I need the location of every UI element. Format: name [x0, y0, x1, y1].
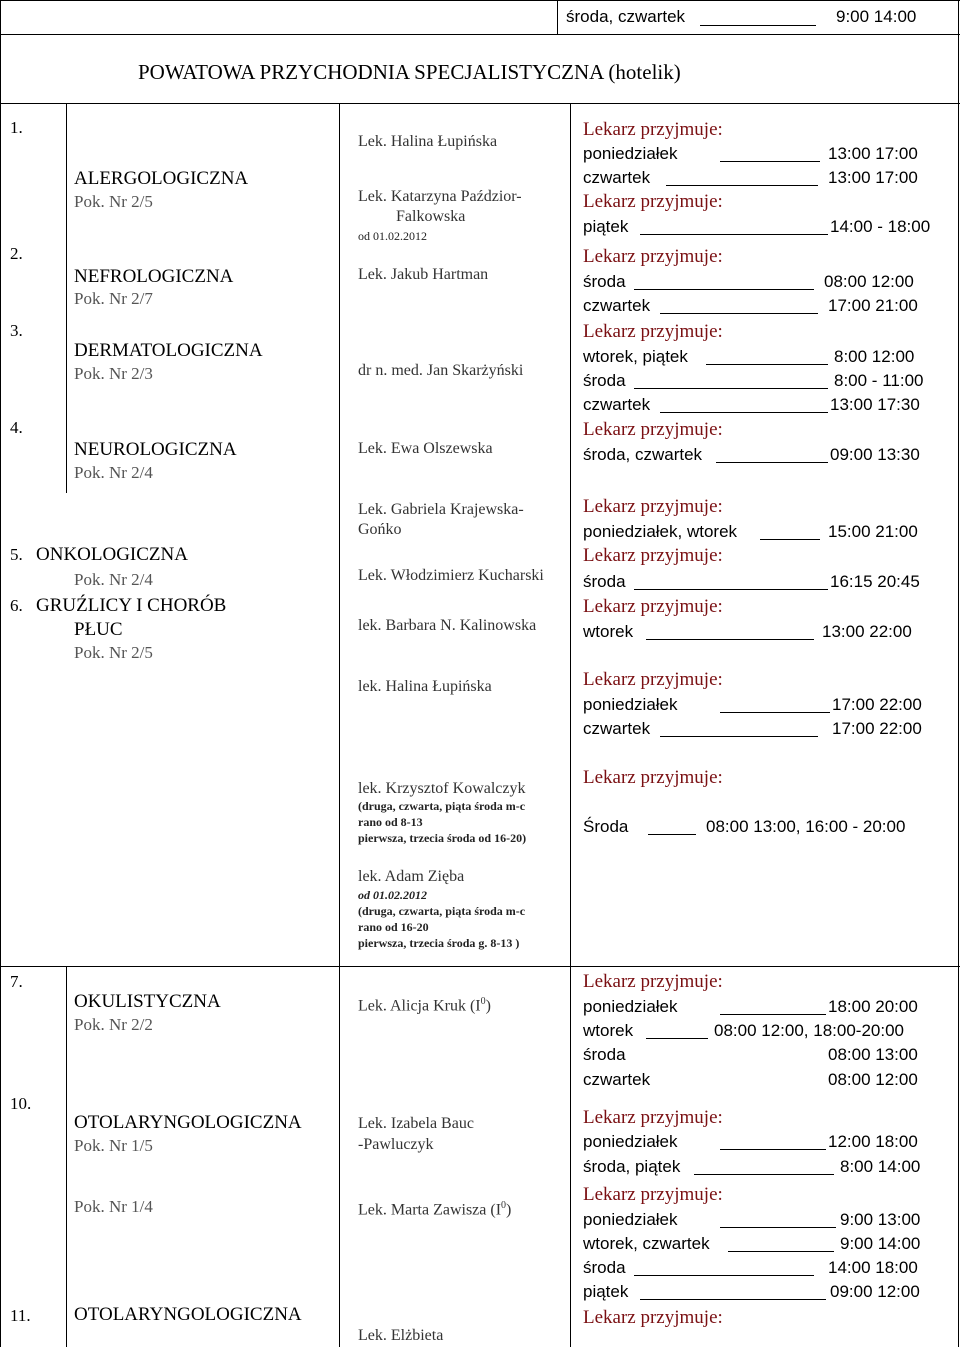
section-number: 6. — [10, 596, 23, 615]
section-number: 10. — [10, 1094, 32, 1113]
doctor-name: Lek. Halina Łupińska — [358, 133, 498, 150]
underline — [646, 1038, 708, 1039]
schedule-header: Lekarz przyjmuje: — [583, 119, 723, 140]
doctor-note: pierwsza, trzecia środa od 16-20) — [358, 831, 527, 845]
schedule-day: wtorek, piątek — [583, 347, 688, 366]
doctor-name: lek. Krzysztof Kowalczyk — [358, 780, 526, 797]
schedule-day: poniedziałek — [583, 1210, 678, 1229]
schedule-header: Lekarz przyjmuje: — [583, 1107, 723, 1128]
underline — [640, 234, 828, 235]
section-name: PŁUC — [74, 619, 123, 640]
schedule-header: Lekarz przyjmuje: — [583, 419, 723, 440]
underline — [660, 313, 818, 314]
section-name: DERMATOLOGICZNA — [74, 340, 263, 361]
schedule-day: czwartek — [583, 719, 651, 738]
underline — [648, 834, 696, 835]
section-room: Pok. Nr 2/7 — [74, 289, 153, 308]
section-room: Pok. Nr 1/5 — [74, 1136, 153, 1155]
doctor-note: rano od 16-20 — [358, 920, 429, 934]
doctor-name: Lek. Jakub Hartman — [358, 266, 489, 283]
underline — [700, 25, 816, 26]
underline — [716, 462, 828, 463]
top-days: środa, czwartek — [566, 7, 686, 26]
schedule-hours: 08:00 13:00 — [828, 1045, 918, 1064]
schedule-hours: 16:15 20:45 — [830, 572, 920, 591]
doctor-note: od 01.02.2012 — [358, 888, 427, 902]
schedule-day: środa — [583, 272, 626, 291]
schedule-header: Lekarz przyjmuje: — [583, 246, 723, 267]
underline — [720, 1014, 826, 1015]
section-name: GRUŹLICY I CHORÓB — [36, 595, 227, 616]
section-name: ONKOLOGICZNA — [36, 544, 188, 565]
section-room: Pok. Nr 2/5 — [74, 643, 153, 662]
schedule-hours: 13:00 17:00 — [828, 168, 918, 187]
doctor-name: Lek. Ewa Olszewska — [358, 440, 493, 457]
schedule-day: czwartek — [583, 395, 651, 414]
schedule-hours: 08:00 13:00, 16:00 - 20:00 — [706, 817, 906, 836]
doctor-name: lek. Barbara N. Kalinowska — [358, 617, 537, 634]
schedule-hours: 09:00 12:00 — [830, 1282, 920, 1301]
grid-line — [0, 0, 1, 1347]
underline — [760, 539, 820, 540]
section-room: Pok. Nr 2/5 — [74, 192, 153, 211]
schedule-hours: 13:00 22:00 — [822, 622, 912, 641]
schedule-hours: 14:00 18:00 — [828, 1258, 918, 1277]
schedule-day: środa — [583, 572, 626, 591]
doctor-name: Lek. Gabriela Krajewska- — [358, 501, 524, 518]
schedule-day: poniedziałek — [583, 695, 678, 714]
schedule-day: wtorek — [583, 1021, 634, 1040]
schedule-hours: 13:00 17:30 — [830, 395, 920, 414]
page-title: POWATOWA PRZYCHODNIA SPECJALISTYCZNA (hotelik) — [138, 60, 681, 84]
grid-line — [570, 103, 571, 1347]
schedule-day: czwartek — [583, 168, 651, 187]
schedule-day: środa — [583, 1258, 626, 1277]
section-name: ALERGOLOGICZNA — [74, 168, 249, 189]
schedule-header: Lekarz przyjmuje: — [583, 596, 723, 617]
underline — [660, 736, 818, 737]
underline — [694, 1174, 834, 1175]
schedule-header: Lekarz przyjmuje: — [583, 1184, 723, 1205]
schedule-hours: 17:00 21:00 — [828, 296, 918, 315]
doctor-name: -Pawluczyk — [358, 1136, 434, 1153]
underline — [720, 1149, 826, 1150]
schedule-day: czwartek — [583, 1070, 651, 1089]
schedule-hours: 13:00 17:00 — [828, 144, 918, 163]
grid-line — [0, 34, 960, 35]
schedule-day: środa, czwartek — [583, 445, 703, 464]
section-number: 4. — [10, 418, 23, 437]
underline — [634, 289, 814, 290]
schedule-header: Lekarz przyjmuje: — [583, 669, 723, 690]
doctor-name: Lek. Marta Zawisza $(I^0)$ — [358, 1200, 512, 1219]
section-number: 3. — [10, 321, 23, 340]
underline — [634, 1275, 814, 1276]
schedule-hours: 9:00 13:00 — [840, 1210, 921, 1229]
grid-line — [66, 966, 67, 1347]
schedule-day: piątek — [583, 1282, 629, 1301]
section-name: OKULISTYCZNA — [74, 991, 221, 1012]
underline — [720, 161, 820, 162]
doctor-note: (druga, czwarta, piąta środa m-c — [358, 904, 526, 918]
doctor-name: Lek. Włodzimierz Kucharski — [358, 567, 544, 584]
schedule-hours: 8:00 14:00 — [840, 1157, 921, 1176]
schedule-day: poniedziałek — [583, 1132, 678, 1151]
schedule-header: Lekarz przyjmuje: — [583, 1307, 723, 1328]
schedule-hours: 15:00 21:00 — [828, 522, 918, 541]
schedule-day: środa — [583, 371, 626, 390]
schedule-header: Lekarz przyjmuje: — [583, 321, 723, 342]
doctor-note: pierwsza, trzecia środa g. 8-13 ) — [358, 936, 520, 950]
schedule-hours: 8:00 - 11:00 — [834, 371, 924, 390]
doctor-name: Gońko — [358, 521, 402, 538]
schedule-hours: 14:00 - 18:00 — [830, 217, 931, 236]
schedule-day: wtorek, czwartek — [583, 1234, 710, 1253]
grid-line — [557, 0, 558, 35]
schedule-hours: 09:00 13:30 — [830, 445, 920, 464]
schedule-hours: 08:00 12:00 — [824, 272, 914, 291]
schedule-day: czwartek — [583, 296, 651, 315]
section-number: 11. — [10, 1306, 31, 1325]
grid-line — [66, 103, 67, 493]
schedule-header: Lekarz przyjmuje: — [583, 767, 723, 788]
schedule-hours: 08:00 12:00 — [828, 1070, 918, 1089]
section-number: 2. — [10, 244, 23, 263]
underline — [720, 712, 830, 713]
schedule-header: Lekarz przyjmuje: — [583, 545, 723, 566]
top-hours: 9:00 14:00 — [836, 7, 917, 26]
schedule-day: poniedziałek — [583, 144, 678, 163]
schedule-day: środa, piątek — [583, 1157, 681, 1176]
schedule-header: Lekarz przyjmuje: — [583, 191, 723, 212]
doctor-note: od 01.02.2012 — [358, 229, 427, 243]
schedule-hours: 08:00 12:00, 18:00-20:00 — [714, 1021, 904, 1040]
schedule-hours: 8:00 12:00 — [834, 347, 915, 366]
schedule-hours: 12:00 18:00 — [828, 1132, 918, 1151]
schedule-hours: 9:00 14:00 — [840, 1234, 921, 1253]
underline — [634, 589, 828, 590]
schedule-hours: 17:00 22:00 — [832, 695, 922, 714]
schedule-day: środa — [583, 1045, 626, 1064]
section-room: Pok. Nr 1/4 — [74, 1197, 153, 1216]
underline — [660, 412, 828, 413]
underline — [720, 1227, 836, 1228]
section-name: OTOLARYNGOLOGICZNA — [74, 1112, 302, 1133]
schedule-day: poniedziałek, wtorek — [583, 522, 738, 541]
schedule-hours: 17:00 22:00 — [832, 719, 922, 738]
underline — [646, 639, 814, 640]
doctor-name: Lek. Izabela Bauc — [358, 1115, 474, 1132]
grid-line — [958, 0, 959, 1347]
schedule-day: wtorek — [583, 622, 634, 641]
underline — [640, 1299, 826, 1300]
doctor-name: Lek. Elżbieta — [358, 1327, 444, 1344]
underline — [666, 185, 818, 186]
schedule-header: Lekarz przyjmuje: — [583, 496, 723, 517]
schedule-day: piątek — [583, 217, 629, 236]
underline — [634, 388, 828, 389]
schedule-header: Lekarz przyjmuje: — [583, 971, 723, 992]
section-room: Pok. Nr 2/2 — [74, 1015, 153, 1034]
doctor-name: lek. Halina Łupińska — [358, 678, 492, 695]
grid-line — [0, 966, 960, 967]
section-room: Pok. Nr 2/4 — [74, 570, 153, 589]
underline — [706, 364, 828, 365]
grid-line — [0, 103, 960, 104]
doctor-name: dr n. med. Jan Skarżyński — [358, 362, 524, 379]
section-name: OTOLARYNGOLOGICZNA — [74, 1304, 302, 1325]
section-room: Pok. Nr 2/4 — [74, 463, 153, 482]
grid-line — [0, 0, 960, 1]
doctor-name: Lek. Katarzyna Paździor- — [358, 188, 522, 205]
section-number: 1. — [10, 118, 23, 137]
schedule-day: poniedziałek — [583, 997, 678, 1016]
section-name: NEFROLOGICZNA — [74, 266, 234, 287]
doctor-name: Falkowska — [396, 208, 466, 225]
schedule-hours: 18:00 20:00 — [828, 997, 918, 1016]
doctor-name: lek. Adam Zięba — [358, 868, 465, 885]
doctor-note: rano od 8-13 — [358, 815, 423, 829]
underline — [728, 1251, 834, 1252]
doctor-note: (druga, czwarta, piąta środa m-c — [358, 799, 526, 813]
section-number: 5. — [10, 545, 23, 564]
doctor-name: Lek. Alicja Kruk $(I^0)$ — [358, 996, 491, 1015]
section-room: Pok. Nr 2/3 — [74, 364, 153, 383]
schedule-day: Środa — [583, 817, 629, 836]
section-number: 7. — [10, 972, 23, 991]
grid-line — [339, 103, 340, 1347]
section-name: NEUROLOGICZNA — [74, 439, 237, 460]
